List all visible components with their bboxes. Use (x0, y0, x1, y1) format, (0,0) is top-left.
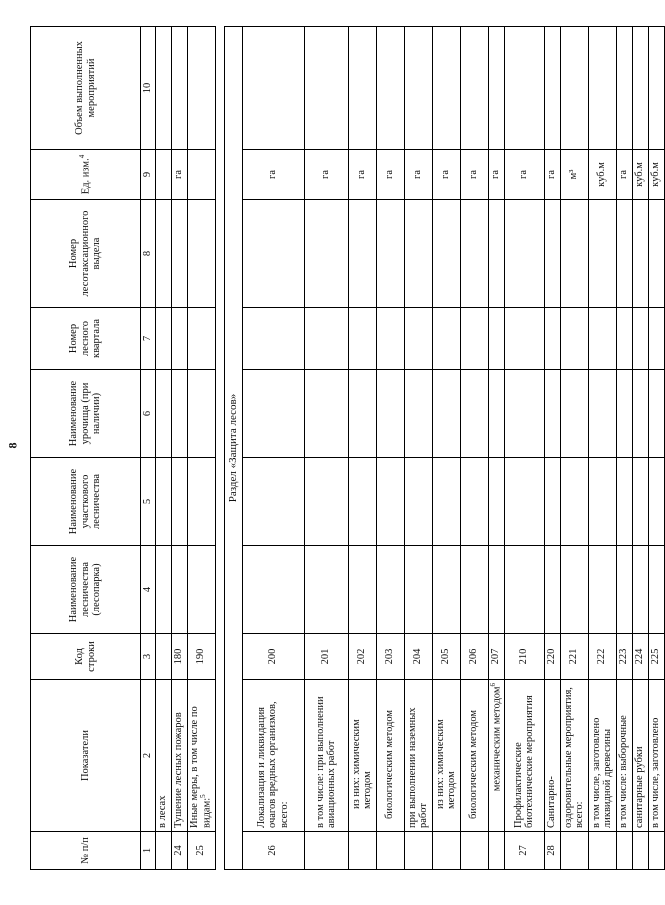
row-unit: га (544, 150, 560, 200)
report-table-container (30, 27, 662, 870)
column-number: 1 (141, 832, 156, 870)
row-number (348, 832, 376, 870)
report-table (30, 26, 665, 870)
row-code: 201 (304, 634, 348, 680)
row-code (155, 634, 171, 680)
table-row (348, 27, 376, 870)
row-unit (187, 150, 215, 200)
row-unit: га (376, 150, 404, 200)
row-number (632, 832, 648, 870)
row-label: Профилактические биотехнические мероприятия (504, 680, 544, 832)
row-unit: га (488, 150, 504, 200)
table-row (544, 27, 560, 870)
row-number: 27 (504, 832, 544, 870)
footnote-4: 4 (77, 154, 86, 159)
column-number: 8 (141, 200, 156, 308)
col-district-forestry-header: Наименование участкового лесничества (31, 458, 141, 546)
column-number: 6 (141, 370, 156, 458)
row-label: биологическим методом (460, 680, 488, 832)
table-row (187, 27, 215, 870)
table-row (155, 27, 171, 870)
unit-header-text: Ед. изм. (80, 158, 92, 195)
row-code: 223 (616, 634, 632, 680)
column-number-row (141, 27, 156, 870)
col-forestry-header: Наименование лесничества (лесопарка) (31, 546, 141, 634)
row-unit: куб.м (648, 150, 664, 200)
page-number: 8 (5, 442, 20, 449)
row-unit: га (504, 150, 544, 200)
row-number (155, 832, 171, 870)
row-code: 220 (544, 634, 560, 680)
row-number (404, 832, 432, 870)
column-number: 2 (141, 680, 156, 832)
table-row (632, 27, 648, 870)
row-number (376, 832, 404, 870)
col-code-header: Код строки (31, 634, 141, 680)
row-number: 25 (187, 832, 215, 870)
table-row (616, 27, 632, 870)
row-unit: м³ (560, 150, 588, 200)
col-quarter-header: Номер лесного квартала (31, 308, 141, 370)
row-number (560, 832, 588, 870)
col-unit-header (31, 150, 141, 200)
table-row (648, 27, 664, 870)
col-allotment-header: Номер лесотаксационного выдела (31, 200, 141, 308)
row-number (460, 832, 488, 870)
row-number (432, 832, 460, 870)
row-code: 224 (632, 634, 648, 680)
row-unit: куб.м (588, 150, 616, 200)
table-row (376, 27, 404, 870)
row-number: 26 (242, 832, 304, 870)
table-row (588, 27, 616, 870)
row-unit: га (460, 150, 488, 200)
column-number: 3 (141, 634, 156, 680)
row-label: в лесах (155, 680, 171, 832)
row-label: Локализация и ликвидация очагов вредных организмов, всего: (242, 680, 304, 832)
row-number (648, 832, 664, 870)
row-number (488, 832, 504, 870)
footnote-5: 5 (199, 794, 208, 798)
row-label (488, 680, 504, 832)
row-code: 204 (404, 634, 432, 680)
row-code: 206 (460, 634, 488, 680)
row-number: 24 (171, 832, 187, 870)
row-code: 180 (171, 634, 187, 680)
table-row (242, 27, 304, 870)
row-label: из них: химическим методом (348, 680, 376, 832)
row-label: санитарные рубки (632, 680, 648, 832)
row-label: в том числе: при выполнении авиационных работ (304, 680, 348, 832)
row-label: при выполнении наземных работ (404, 680, 432, 832)
row-number (304, 832, 348, 870)
row-label: биологическим методом (376, 680, 404, 832)
col-number-header: № п/п (31, 832, 141, 870)
col-tract-header: Наименование урочища (при наличии) (31, 370, 141, 458)
table-row (432, 27, 460, 870)
table-row (504, 27, 544, 870)
row-code: 225 (648, 634, 664, 680)
row-label-text: механическим методом (491, 686, 503, 792)
row-number (588, 832, 616, 870)
row-number (616, 832, 632, 870)
column-number: 4 (141, 546, 156, 634)
table-row (560, 27, 588, 870)
table-row (460, 27, 488, 870)
row-unit: га (348, 150, 376, 200)
row-label: оздоровительные мероприятия, всего: (560, 680, 588, 832)
column-number: 5 (141, 458, 156, 546)
row-code: 221 (560, 634, 588, 680)
row-code: 200 (242, 634, 304, 680)
row-label: в том числе, заготовлено (648, 680, 664, 832)
row-code: 207 (488, 634, 504, 680)
row-label: Тушение лесных пожаров (171, 680, 187, 832)
table-row (304, 27, 348, 870)
table-row (488, 27, 504, 870)
col-volume-header: Объем выполненных мероприятий (31, 27, 141, 150)
row-code: 203 (376, 634, 404, 680)
row-number: 28 (544, 832, 560, 870)
table-gap (215, 27, 224, 870)
row-label: Санитарно- (544, 680, 560, 832)
column-number: 7 (141, 308, 156, 370)
row-code: 222 (588, 634, 616, 680)
header-row (31, 27, 141, 870)
row-unit: куб.м (632, 150, 648, 200)
section-header-row (224, 27, 242, 870)
row-unit: га (404, 150, 432, 200)
section-title: Раздел «Защита лесов» (224, 27, 242, 870)
row-code: 205 (432, 634, 460, 680)
row-unit: га (616, 150, 632, 200)
row-label: из них: химическим методом (432, 680, 460, 832)
column-number: 10 (141, 27, 156, 150)
row-unit: га (171, 150, 187, 200)
row-code: 210 (504, 634, 544, 680)
row-code: 202 (348, 634, 376, 680)
row-label-text: Иные меры, в том числе по видам: (188, 706, 213, 828)
row-code: 190 (187, 634, 215, 680)
row-unit: га (304, 150, 348, 200)
row-label: в том числе, заготовлено ликвидной древесины (588, 680, 616, 832)
row-unit (155, 150, 171, 200)
row-unit: га (432, 150, 460, 200)
table-row (404, 27, 432, 870)
row-label (187, 680, 215, 832)
column-number: 9 (141, 150, 156, 200)
row-label: в том числе: выборочные (616, 680, 632, 832)
table-row (171, 27, 187, 870)
col-indicator-header: Показатели (31, 680, 141, 832)
footnote-6: 6 (488, 683, 497, 687)
row-unit: га (242, 150, 304, 200)
